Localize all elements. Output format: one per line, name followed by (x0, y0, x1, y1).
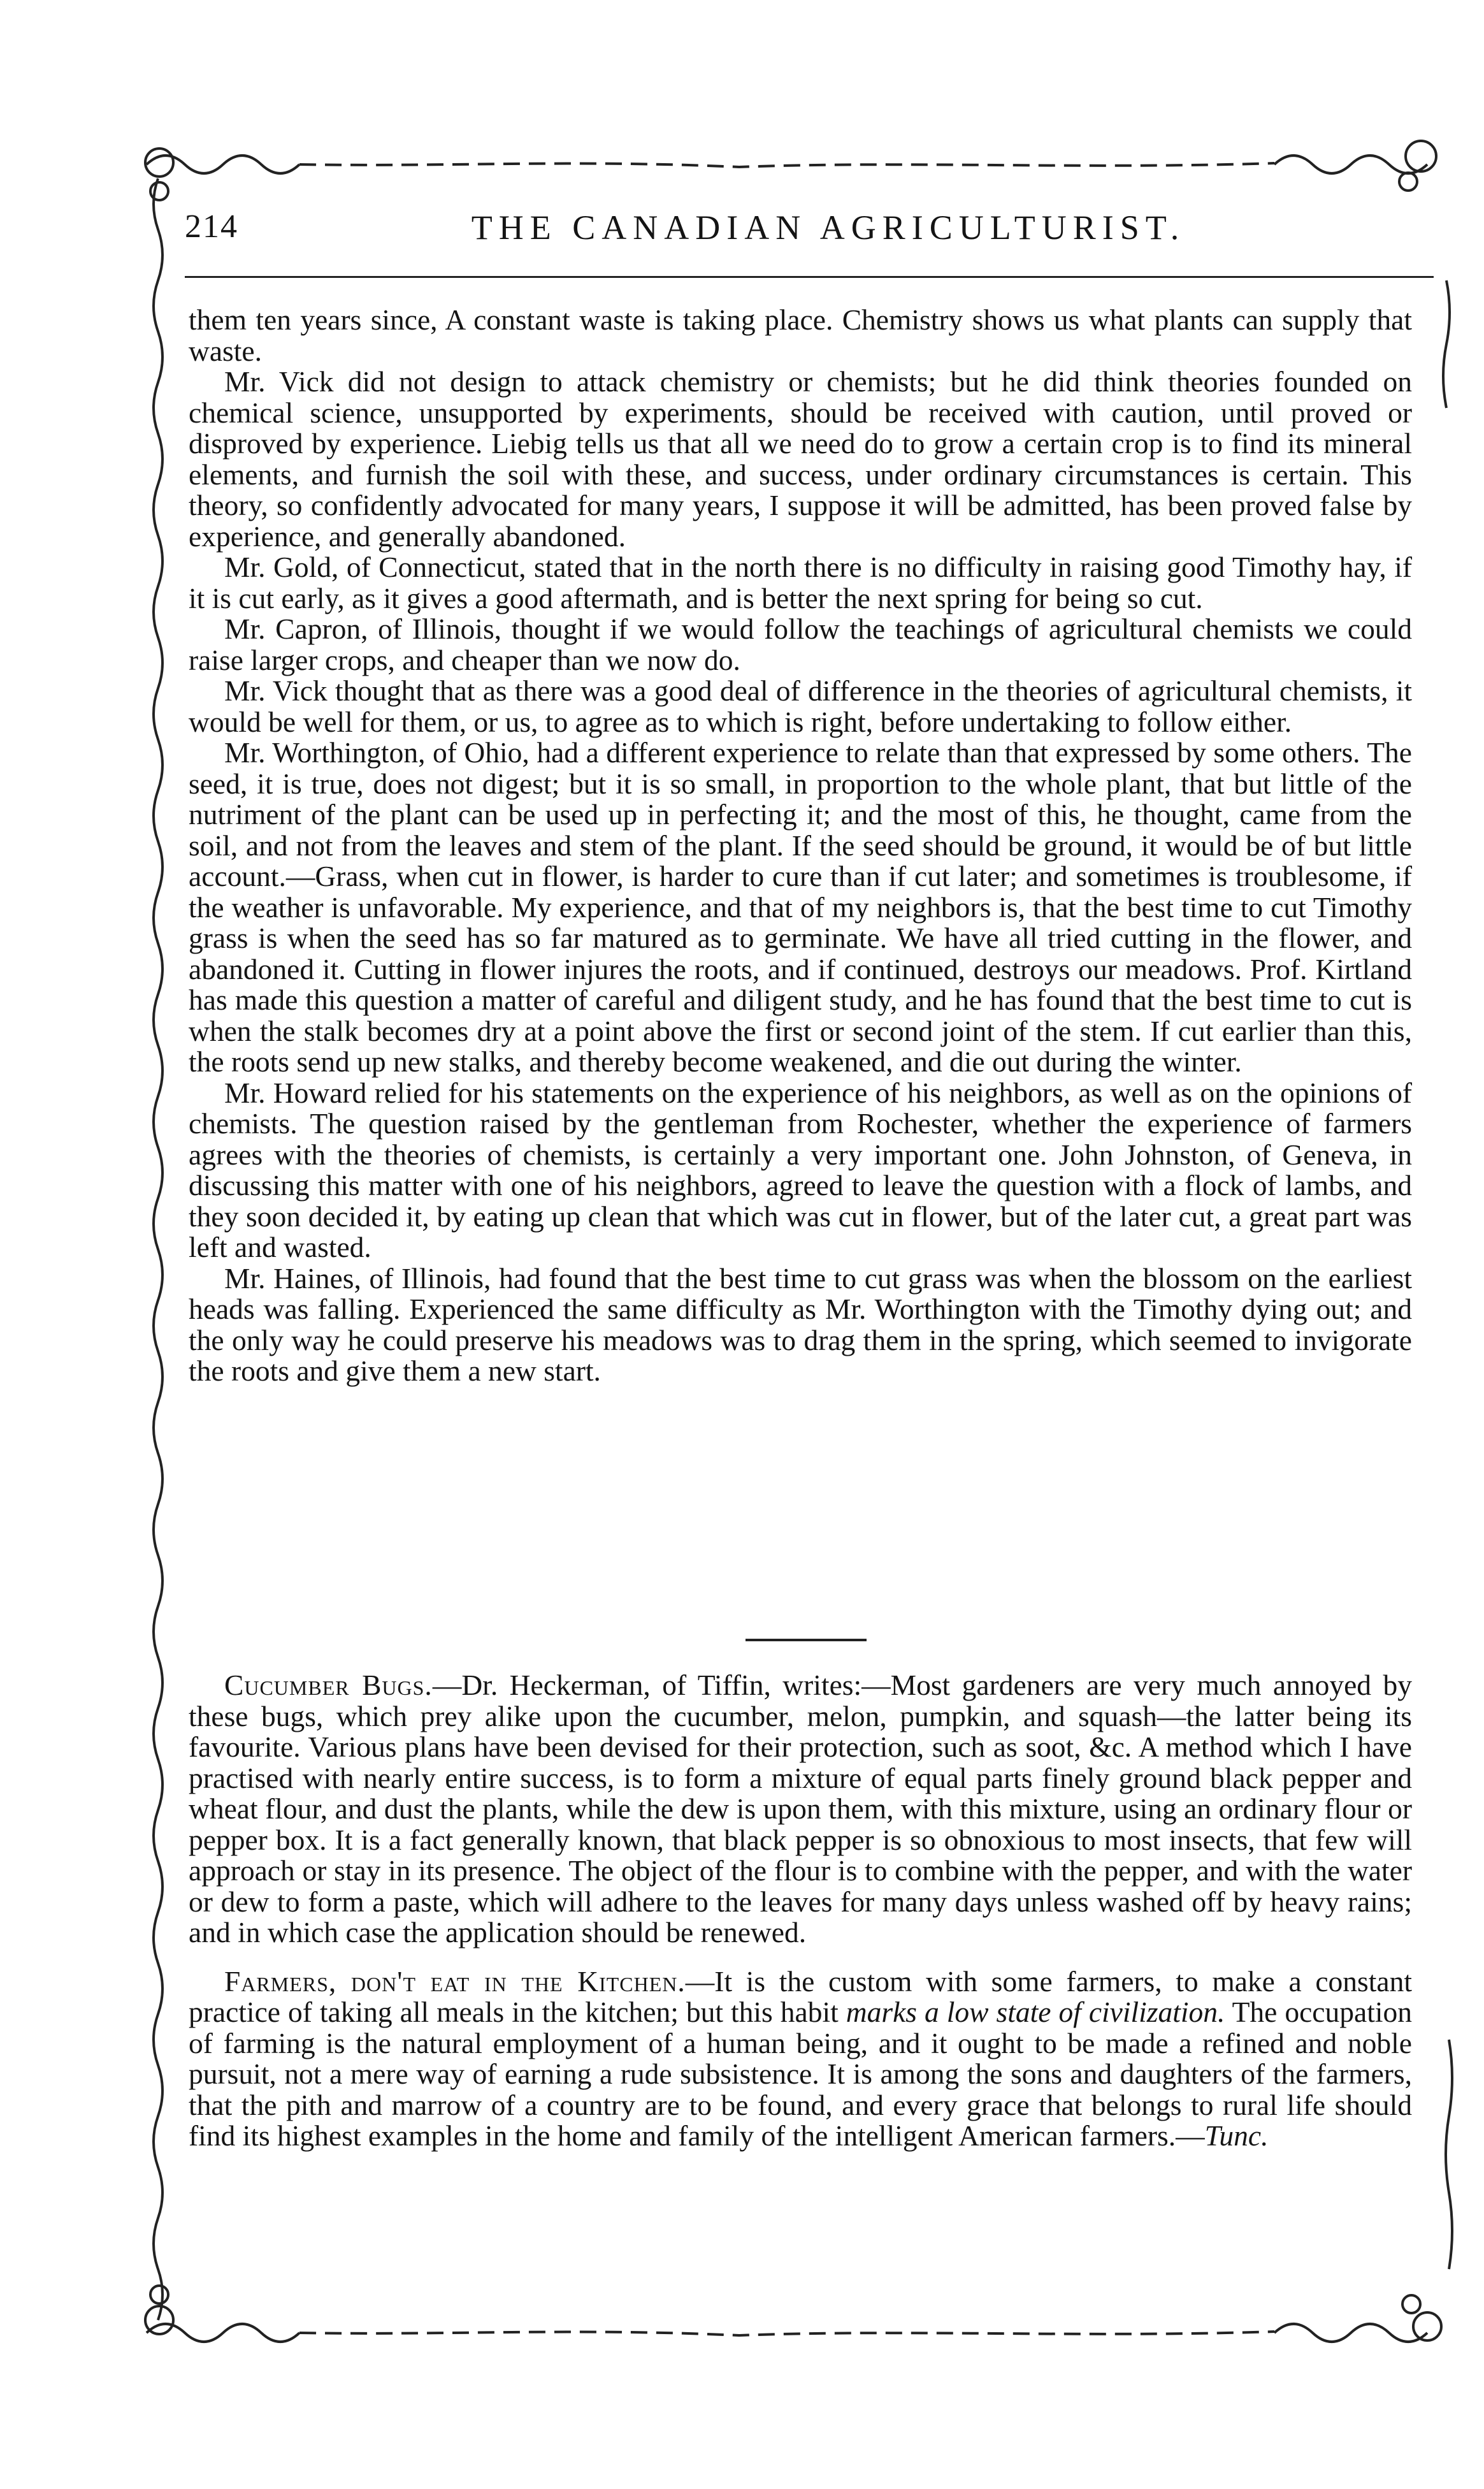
header-rule (185, 276, 1434, 278)
paragraph: Mr. Capron, of Illinois, thought if we would follow the teachings of agricultural chemists we could raise larger crops, and cheaper than we now do. (189, 613, 1412, 676)
item-body: —It is the custom with some farmers, to make a constant practice of taking all meals in the kitchen; but this habit (189, 1964, 1412, 2028)
item-heading: Cucumber Bugs. (224, 1669, 433, 1701)
paragraph: Mr. Vick did not design to attack chemistry or chemists; but he did think theories founded on chemical science, unsupported by experiments, should be received with caution, until proved or disproved by experience. Liebig tells us that all we need do to grow a certain crop is to find its mineral elements, and furnish the soil with these, and success, under ordinary circumstances is certain. This theory, so confidently advocated for many years, I suppose it will be admitted, has been proved false by experience, and generally abandoned. (189, 365, 1412, 553)
discussion-section (189, 305, 1412, 1387)
short-items-section (189, 1670, 1412, 2170)
page-number: 214 (185, 208, 238, 245)
paragraph: Mr. Worthington, of Ohio, had a different experience to relate than that expressed by some others. The seed, it is true, does not digest; but it is so small, in proportion to the whole plant, that but little of the nutriment of the plant can be used up in perfecting it; and the most of this, he thought, came from the soil, and not from the leaves and stem of the plant. If the seed should be ground, it would be of but little account.—Grass, when cut in flower, is harder to cure than if cut later; and sometimes is troublesome, if the weather is unfavorable. My experience, and that of my neighbors is, that the best time to cut Timothy grass is when the seed has so far matured as to germinate. We have all tried cutting in the flower, and abandoned it. Cutting in flower injures the roots, and if continued, destroys our meadows. Prof. Kirtland has made this question a matter of careful and diligent study, and he has found that the best time to cut is when the stalk becomes dry at a point above the first or second joint of the stem. If cut earlier than this, the roots send up new stalks, and thereby become weakened, and die out during the winter. (189, 736, 1412, 1078)
running-header (185, 208, 1427, 265)
section-divider (746, 1639, 867, 1641)
item-body: —Dr. Heckerman, of Tiffin, writes:—Most gardeners are very much annoyed by these bugs, which prey alike upon the cucumber, melon, pumpkin, and squash—the latter being its favourite. Various plans have been devised for their protection, such as soot, &c. A method which I have practised with nearly entire success, is to form a mixture of equal parts finely ground black pepper and wheat flour, and dust the plants, while the dew is upon them, with this mixture, using an ordinary flour or pepper box. It is a fact generally known, that black pepper is so obnoxious to most insects, that few will approach or stay in its presence. The object of the flour is to combine with the pepper, and with the water or dew to form a paste, which will adhere to the leaves for many days unless washed off by heavy rains; and in which case the application should be renewed. (189, 1669, 1412, 1948)
item-source: Tunc. (1204, 2119, 1269, 2152)
cucumber-bugs-item (189, 1670, 1412, 1948)
paragraph: Mr. Vick thought that as there was a good deal of difference in the theories of agricultural chemists, it would be well for them, or us, to agree as to which is right, before undertaking to follow either. (189, 674, 1412, 738)
journal-title: THE CANADIAN AGRICULTURIST. (471, 208, 1186, 247)
item-body-emphasis: marks a low state of civilization. (846, 1996, 1225, 2028)
item-heading: Farmers, don't eat in the Kitchen. (224, 1964, 686, 1998)
item-body: The occupation of farming is the natural employment of a human being, and it ought to be made a refined and noble pursuit, not a mere way of earning a rude subsistence. It is among the sons and daughters of the farmers, that the pith and marrow of a country are to be found, and every grace that belongs to rural life should find its highest examples in the home and family of the intelligent American farmers.— (189, 1996, 1412, 2152)
paragraph: Mr. Howard relied for his statements on the experience of his neighbors, as well as on the opinions of chemists. The question raised by the gentleman from Rochester, whether the experience of farmers agrees with the theories of chemists, is certainly a very important one. John Johnston, of Geneva, in discussing this matter with one of his neighbors, agreed to leave the question with a flock of lambs, and they soon decided it, by eating up clean that which was cut in flower, but of the later cut, a great part was left and wasted. (189, 1076, 1412, 1263)
paragraph: Mr. Gold, of Connecticut, stated that in the north there is no difficulty in raising good Timothy hay, if it is cut early, as it gives a good aftermath, and is better the next spring for being so cut. (189, 551, 1412, 614)
paragraph: them ten years since, A constant waste is taking place. Chemistry shows us what plants can supply that waste. (189, 303, 1412, 367)
paragraph: Mr. Haines, of Illinois, had found that the best time to cut grass was when the blossom on the earliest heads was falling. Experienced the same difficulty as Mr. Worthington with the Timothy dying out; and the only way he could preserve his meadows was to drag them in the spring, which seemed to invigorate the roots and give them a new start. (189, 1261, 1412, 1387)
farmers-kitchen-item (189, 1966, 1412, 2152)
